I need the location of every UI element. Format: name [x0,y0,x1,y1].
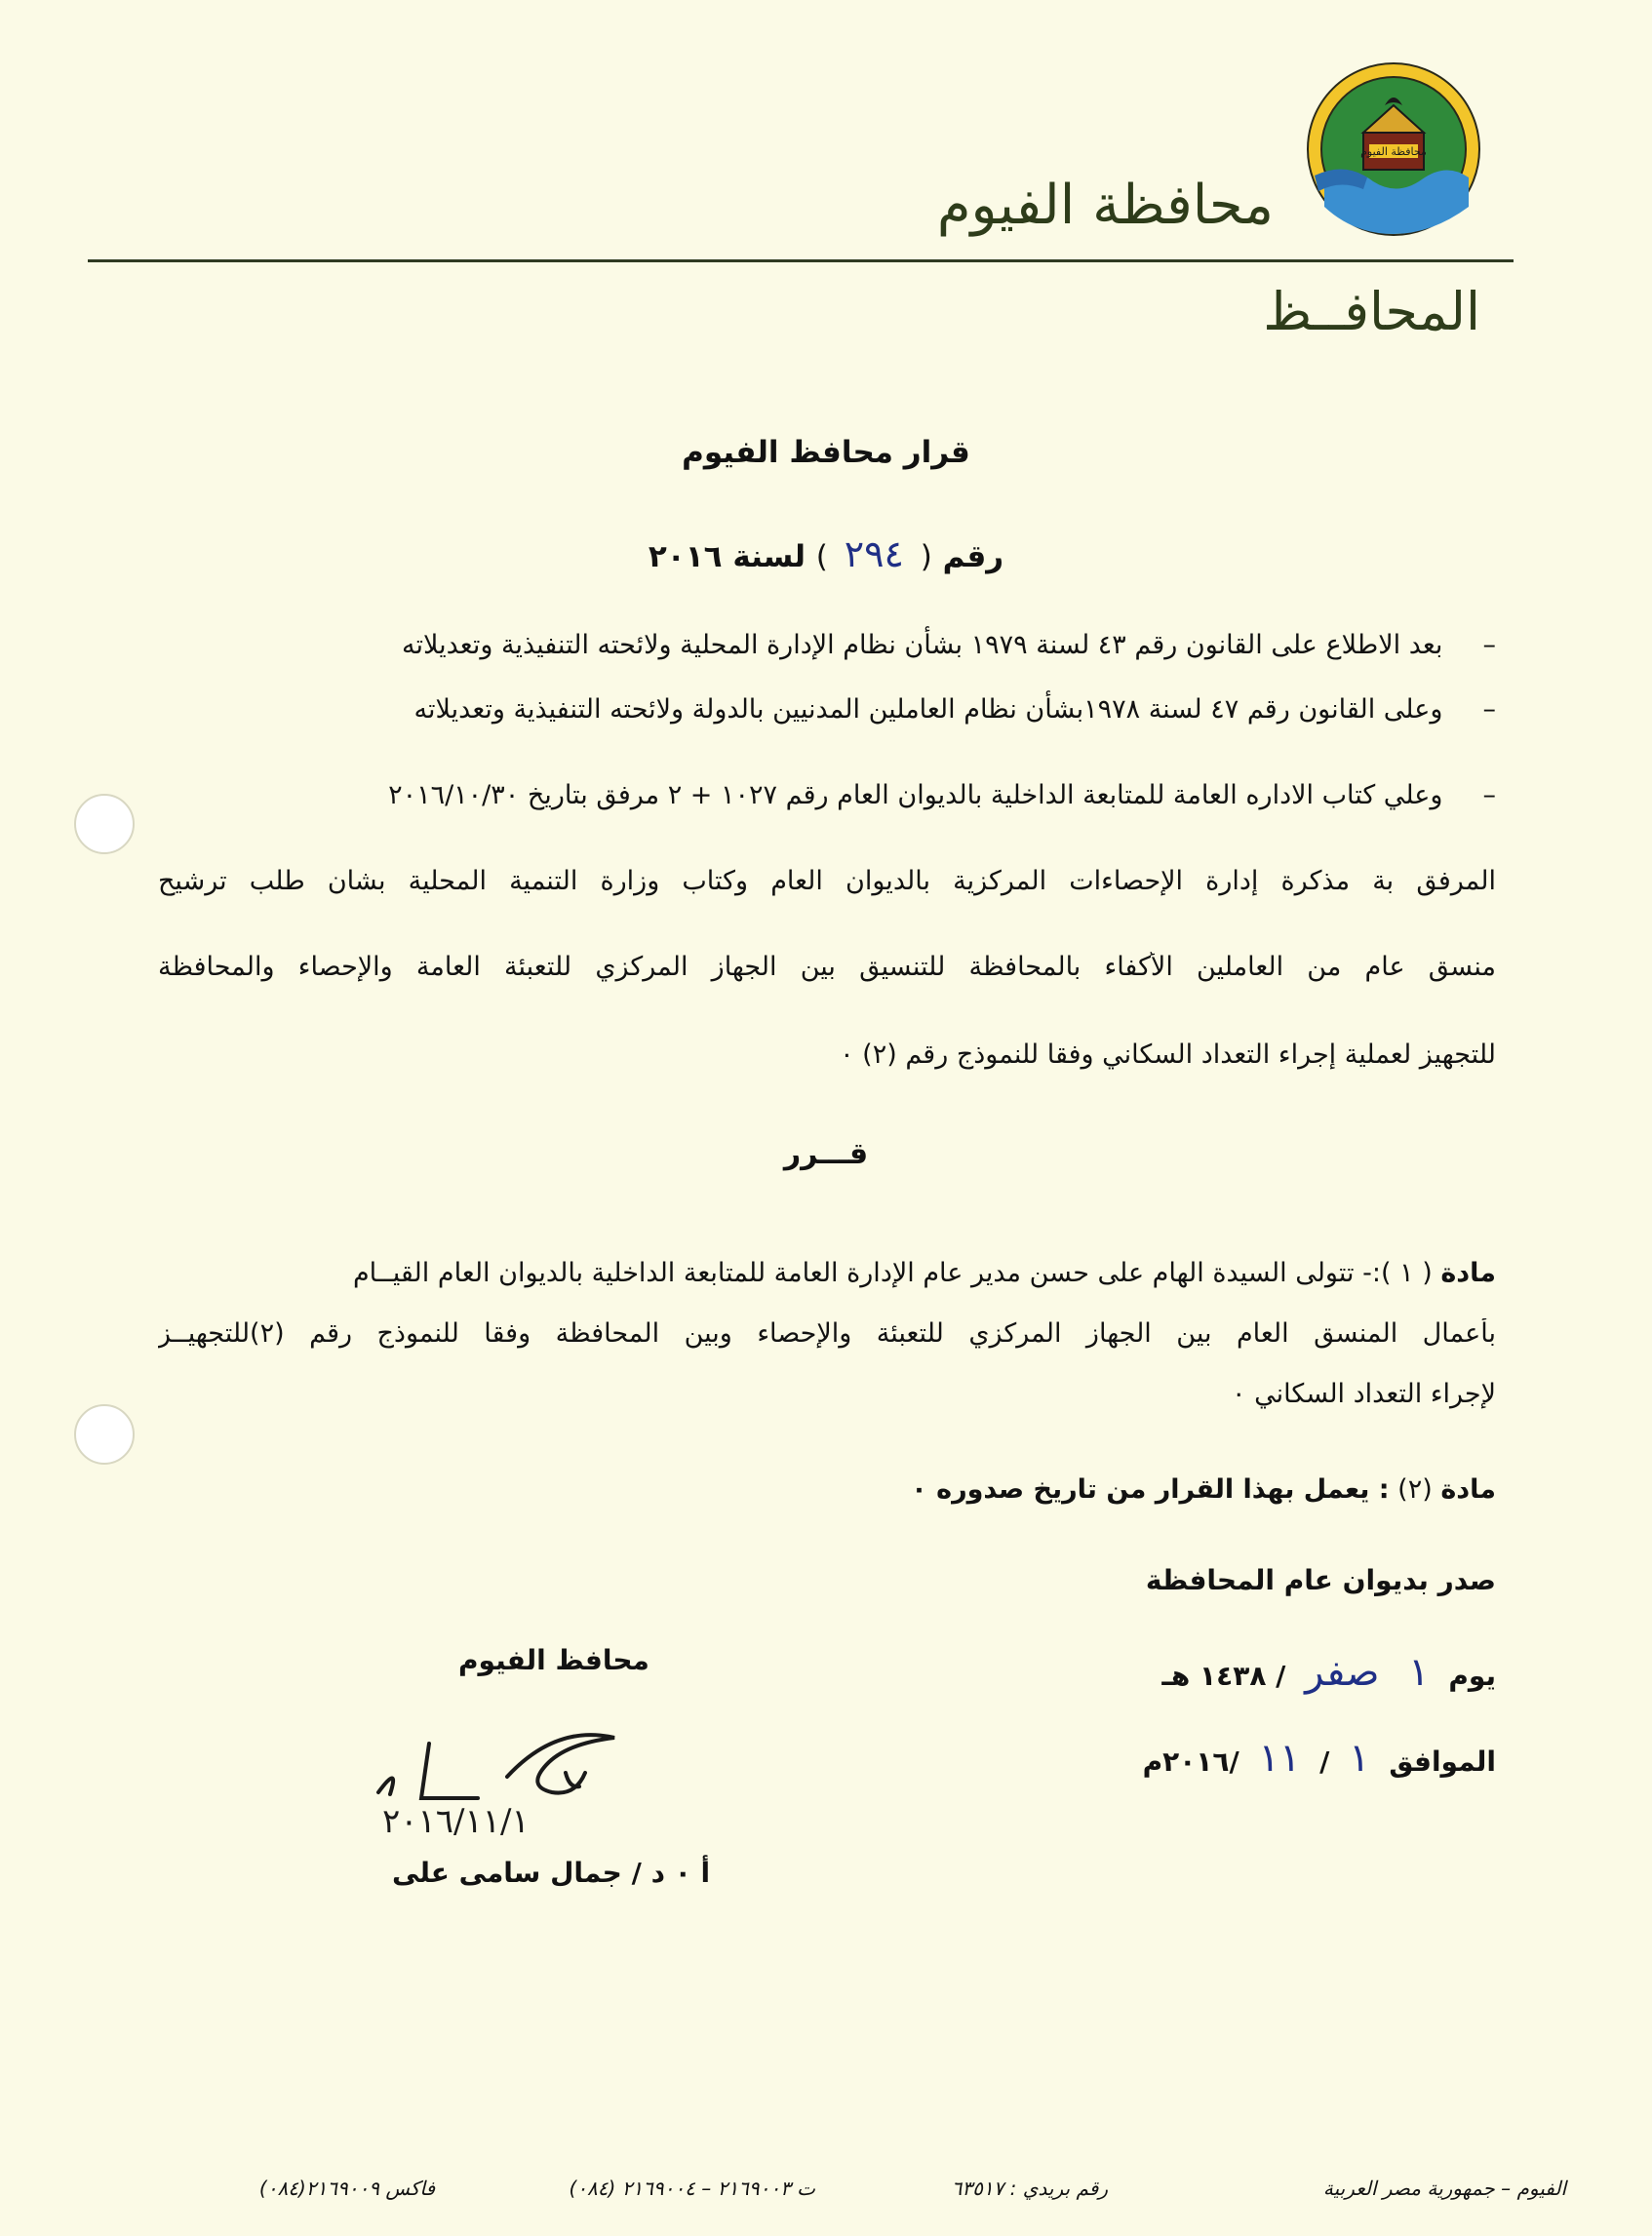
hijri-day-handwritten: ١ [1408,1650,1430,1695]
day-label: يوم [1448,1660,1496,1692]
list-dash: – [1482,630,1496,660]
greg-separator: / [1319,1746,1330,1778]
signatory-name: أ ٠ د / جمال سامى على [392,1857,711,1889]
footer-fax: فاكس ٢١٦٩٠٠٩(٠٨٤) [258,2177,435,2200]
number-label: رقم [942,539,1004,574]
article-2-text: : يعمل بهذا القرار من تاريخ صدوره ٠ [911,1474,1390,1505]
footer-postal: رقم بريدي : ٦٣٥١٧ [951,2177,1108,2200]
article-1-label: مادة [1440,1258,1496,1288]
article-1-line-1 [158,1258,1496,1288]
preamble-item-2 [131,694,1496,725]
decision-title: قرار محافظ الفيوم [682,435,970,470]
office-title: المحافــظ [1263,281,1480,342]
punch-hole [74,1404,135,1465]
footer [84,2177,1566,2206]
list-dash: – [1482,780,1496,810]
greg-year: /٢٠١٦م [1142,1746,1239,1778]
preamble-item-3-line-3: منسق عام من العاملين الأكفاء بالمحافظة للتنسيق بين الجهاز المركزي للتعبئة العامة والإحصاء والمحافظة [158,952,1496,982]
greg-month-handwritten: ١١ [1258,1736,1301,1781]
article-2 [158,1474,1496,1505]
article-1-text-1: تتولى السيدة الهام على حسن مدير عام الإدارة العامة للمتابعة الداخلية بالديوان العام القيــام [352,1258,1355,1288]
issued-at: صدر بديوان عام المحافظة [1145,1564,1496,1596]
number-open-paren: ( [920,539,932,574]
signatory-title: محافظ الفيوم [458,1644,649,1676]
hijri-date [1161,1650,1496,1695]
preamble-item-3-line-2: المرفق بة مذكرة إدارة الإحصاءات المركزية بالديوان العام وكتاب وزارة التنمية المحلية بشان طلب ترشيح [158,866,1496,896]
number-close-paren: ) [815,539,828,574]
preamble-item-3-line-1: وعلي كتاب الاداره العامة للمتابعة الداخلية بالديوان العام رقم ١٠٢٧ + ٢ مرفق بتاريخ ٢٠١٦/١٠/٣٠ [388,780,1443,810]
article-1-line-3: لإجراء التعداد السكاني ٠ [1231,1379,1496,1409]
decision-number-line [0,532,1652,575]
decision-year: لسنة ٢٠١٦ [648,539,806,574]
signature-handwritten-date: ٢٠١٦/١١/١ [382,1802,530,1841]
header-divider [88,259,1514,262]
hijri-year: / ١٤٣٨ هـ [1161,1660,1286,1692]
article-2-number: (٢) [1397,1474,1433,1505]
governorate-name: محافظة الفيوم [936,174,1274,237]
punch-hole [74,794,135,854]
article-1-line-2: بأعمال المنسق العام بين الجهاز المركزي للتعبئة والإحصاء وبين المحافظة وفقا للنموذج رقم (٢)للتجهيــز [158,1318,1496,1349]
decision-number-handwritten: ٢٩٤ [844,532,904,575]
footer-city: الفيوم – جمهورية مصر العربية [1322,2177,1566,2200]
decided-heading: قـــرر [783,1137,869,1171]
article-1-number: ( ١ ):- [1362,1258,1433,1288]
preamble-item-1 [131,630,1496,660]
preamble-item-1-text: بعد الاطلاع على القانون رقم ٤٣ لسنة ١٩٧٩ بشأن نظام الإدارة المحلية ولائحته التنفيذية وتعديلاته [402,630,1443,660]
logo-text: محافظة الفيوم [1360,145,1427,158]
preamble-item-2-text: وعلى القانون رقم ٤٧ لسنة ١٩٧٨بشأن نظام العاملين المدنيين بالدولة ولائحته التنفيذية وتعديلاته [413,694,1443,725]
list-dash: – [1482,694,1496,725]
hijri-month-handwritten: صفر [1305,1650,1380,1695]
greg-day-handwritten: ١ [1349,1736,1370,1781]
footer-phone: ت ٢١٦٩٠٠٣ – ٢١٦٩٠٠٤ (٠٨٤) [569,2177,815,2200]
article-2-label: مادة [1440,1474,1496,1505]
gregorian-label: الموافق [1389,1746,1496,1778]
preamble-item-3-line-4: للتجهيز لعملية إجراء التعداد السكاني وفقا للنموذج رقم (٢) ٠ [840,1040,1496,1070]
governorate-logo-icon [1305,60,1482,238]
gregorian-date [1143,1736,1496,1781]
preamble-item-3 [131,780,1496,810]
